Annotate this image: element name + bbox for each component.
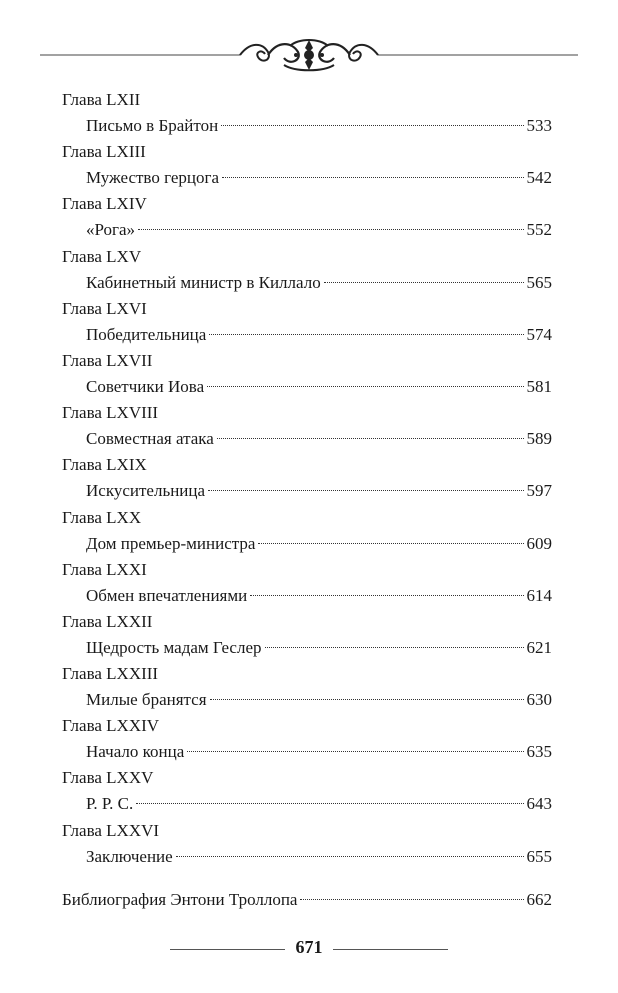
page-number: 542 bbox=[526, 168, 552, 188]
chapter-title: Дом премьер-министра bbox=[86, 533, 256, 553]
chapter-heading: Глава LXXV bbox=[62, 768, 154, 788]
dot-leader bbox=[221, 125, 523, 126]
chapter-entry bbox=[62, 426, 552, 452]
dot-leader bbox=[222, 177, 523, 178]
chapter-title: «Рога» bbox=[86, 220, 136, 240]
chapter-title: Щедрость мадам Геслер bbox=[86, 637, 262, 657]
chapter-entry bbox=[62, 322, 552, 348]
chapter-title: Кабинетный министр в Киллало bbox=[86, 272, 321, 292]
bibliography-title: Библиография Энтони Троллопа bbox=[62, 890, 298, 909]
page-number: 655 bbox=[526, 846, 552, 866]
chapter-entry bbox=[62, 478, 552, 504]
page-number: 621 bbox=[526, 637, 552, 657]
chapter-entry bbox=[62, 791, 552, 817]
chapter-entry bbox=[62, 844, 552, 870]
toc-entry bbox=[62, 400, 552, 452]
chapter-entry bbox=[62, 165, 552, 191]
dot-leader bbox=[138, 229, 523, 230]
dot-leader bbox=[209, 334, 523, 335]
dot-leader bbox=[265, 647, 524, 648]
dot-leader bbox=[217, 438, 524, 439]
chapter-heading: Глава LXIV bbox=[62, 194, 147, 214]
chapter-heading: Глава LXVI bbox=[62, 298, 147, 318]
chapter-heading: Глава LXXVI bbox=[62, 820, 160, 840]
dot-leader bbox=[300, 899, 523, 900]
chapter-heading: Глава LXX bbox=[62, 507, 142, 527]
page-number: 581 bbox=[526, 376, 552, 396]
chapter-heading: Глава LXIX bbox=[62, 455, 147, 475]
chapter-title: Обмен впечатлениями bbox=[86, 585, 248, 605]
chapter-heading: Глава LXXI bbox=[62, 559, 147, 579]
chapter-heading: Глава LXXIV bbox=[62, 716, 160, 736]
toc-entry bbox=[62, 348, 552, 400]
folio-page-number: 671 bbox=[295, 937, 323, 957]
header-ornament bbox=[0, 30, 618, 80]
toc-entry bbox=[62, 661, 552, 713]
bibliography-entry bbox=[62, 887, 552, 913]
chapter-title: Заключение bbox=[86, 846, 173, 866]
chapter-entry bbox=[62, 374, 552, 400]
chapter-heading: Глава LXVII bbox=[62, 350, 153, 370]
chapter-title: Милые бранятся bbox=[86, 690, 207, 710]
table-of-contents bbox=[62, 87, 552, 870]
toc-entry bbox=[62, 713, 552, 765]
chapter-title: Мужество герцога bbox=[86, 168, 220, 188]
page-number: 662 bbox=[526, 890, 552, 909]
page-number: 597 bbox=[526, 481, 552, 501]
chapter-entry bbox=[62, 270, 552, 296]
chapter-entry bbox=[62, 739, 552, 765]
chapter-title: Победительница bbox=[86, 324, 207, 344]
page-number: 643 bbox=[526, 794, 552, 814]
page-number: 533 bbox=[526, 116, 552, 135]
chapter-entry bbox=[62, 113, 552, 139]
page-number: 574 bbox=[526, 324, 552, 344]
chapter-title: Искусительница bbox=[86, 481, 206, 501]
page-number: 552 bbox=[526, 220, 552, 240]
toc-entry bbox=[62, 505, 552, 557]
page-number: 589 bbox=[526, 429, 552, 449]
chapter-title: Начало конца bbox=[86, 742, 185, 762]
page-footer bbox=[0, 935, 618, 965]
toc-entry bbox=[62, 557, 552, 609]
chapter-title: Письмо в Брайтон bbox=[86, 116, 219, 135]
dot-leader bbox=[324, 282, 524, 283]
chapter-title: Советчики Иова bbox=[86, 376, 205, 396]
page-number: 630 bbox=[526, 690, 552, 710]
toc-entry bbox=[62, 452, 552, 504]
toc-entry bbox=[62, 765, 552, 817]
toc-entry bbox=[62, 609, 552, 661]
chapter-entry bbox=[62, 635, 552, 661]
chapter-entry bbox=[62, 687, 552, 713]
toc-entry bbox=[62, 87, 552, 139]
chapter-heading: Глава LXVIII bbox=[62, 403, 159, 423]
dot-leader bbox=[210, 699, 524, 700]
toc-entry bbox=[62, 818, 552, 870]
toc-entry bbox=[62, 191, 552, 243]
chapter-heading: Глава LXXIII bbox=[62, 664, 159, 684]
dot-leader bbox=[208, 490, 523, 491]
dot-leader bbox=[207, 386, 523, 387]
dot-leader bbox=[136, 803, 523, 804]
footer-rule-right bbox=[333, 949, 448, 950]
dot-leader bbox=[187, 751, 523, 752]
page-number: 614 bbox=[526, 585, 552, 605]
chapter-entry bbox=[62, 583, 552, 609]
chapter-heading: Глава LXIII bbox=[62, 142, 146, 162]
chapter-heading: Глава LXII bbox=[62, 90, 141, 109]
page-number: 635 bbox=[526, 742, 552, 762]
page-number: 565 bbox=[526, 272, 552, 292]
toc-entry bbox=[62, 244, 552, 296]
dot-leader bbox=[176, 856, 524, 857]
chapter-entry bbox=[62, 217, 552, 243]
chapter-heading: Глава LXXII bbox=[62, 611, 153, 631]
chapter-heading: Глава LXV bbox=[62, 246, 142, 266]
chapter-title: Р. Р. С. bbox=[86, 794, 134, 814]
chapter-title: Совместная атака bbox=[86, 429, 214, 449]
toc-entry bbox=[62, 139, 552, 191]
dot-leader bbox=[258, 543, 523, 544]
toc-entry bbox=[62, 296, 552, 348]
dot-leader bbox=[250, 595, 523, 596]
chapter-entry bbox=[62, 531, 552, 557]
page-number: 609 bbox=[526, 533, 552, 553]
